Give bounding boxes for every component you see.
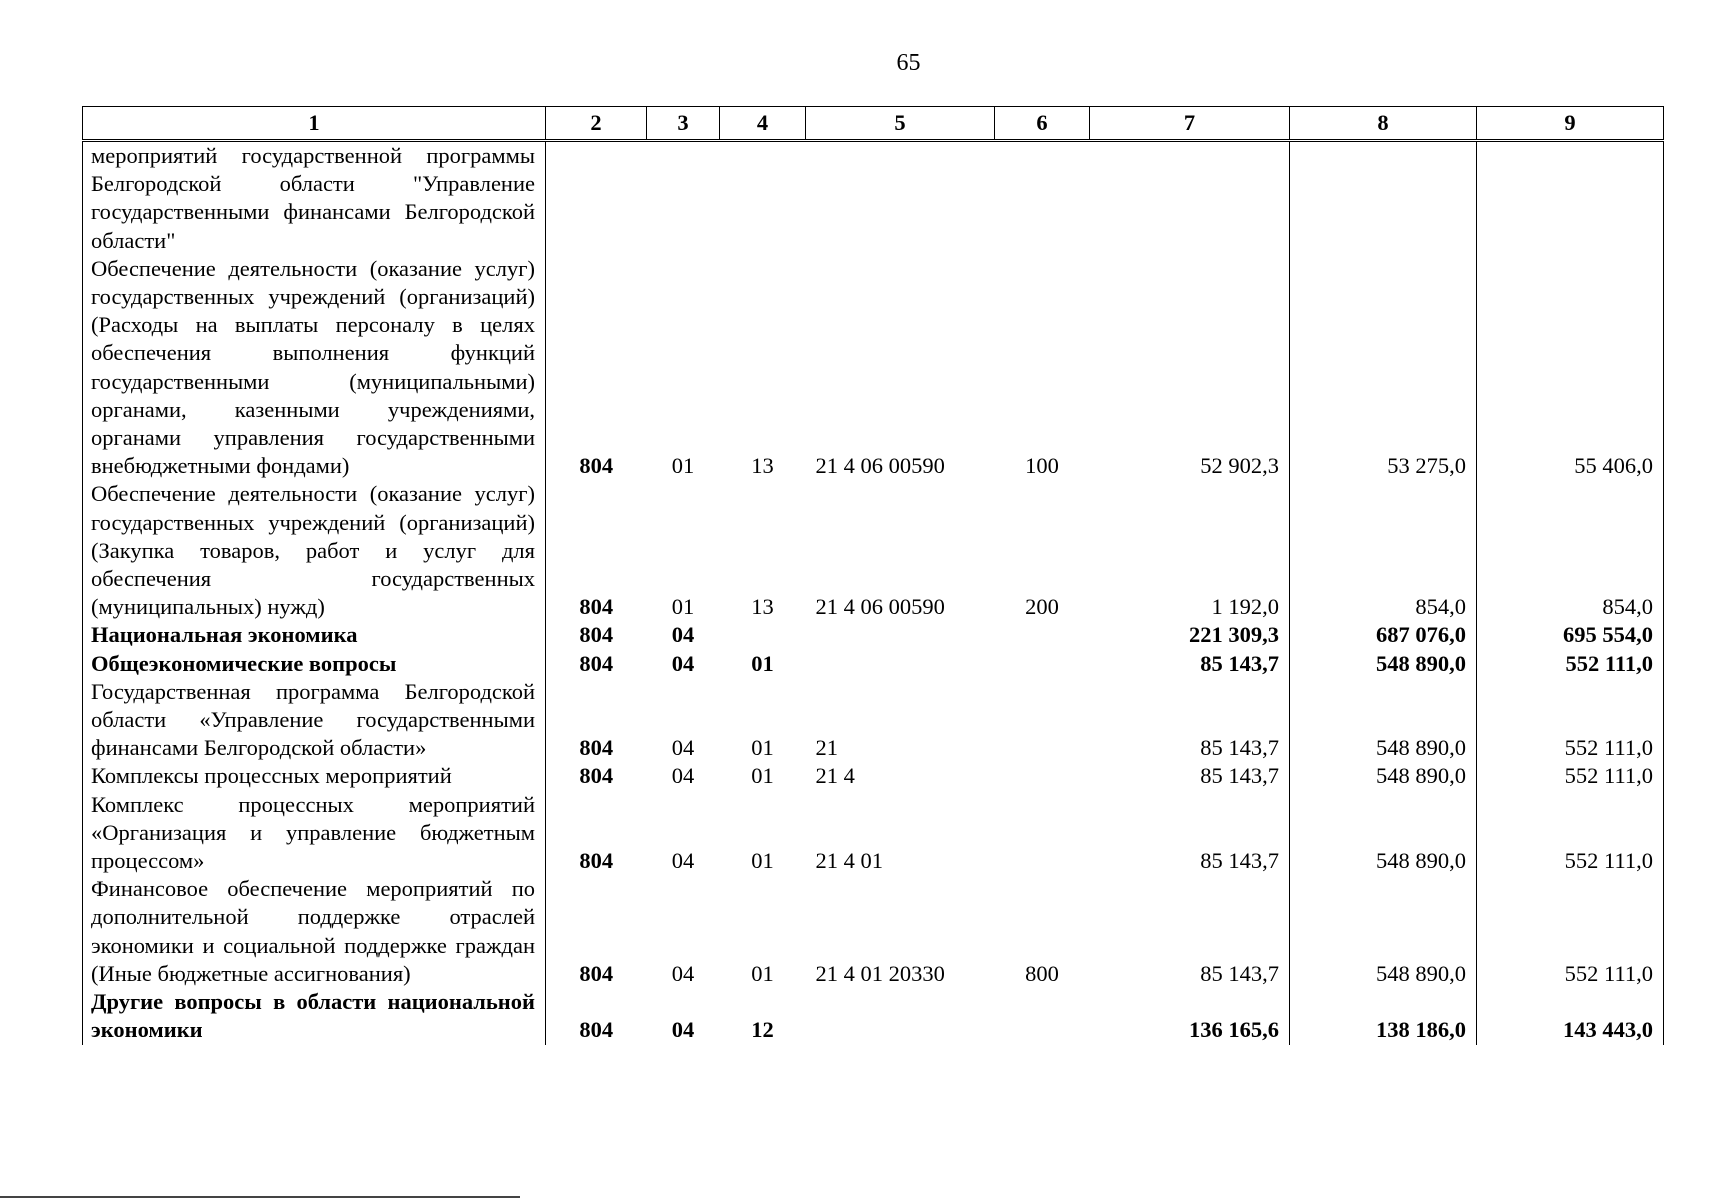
row-name-cell: Обеспечение деятельности (оказание услуг) государственных учреждений (организаций) (Закупка товаров, работ и услуг для обеспечения государственных (муниципальных) нужд)	[83, 480, 546, 621]
table-row	[83, 875, 1664, 988]
amount-year2-cell: 548 890,0	[1290, 875, 1477, 988]
table-body	[83, 141, 1664, 1045]
row-name-cell: Комплексы процессных мероприятий	[83, 762, 546, 790]
header-col-5: 5	[806, 107, 995, 141]
amount-year2-cell: 854,0	[1290, 480, 1477, 621]
grbs-cell	[546, 141, 647, 255]
amount-year1-cell: 136 165,6	[1090, 988, 1290, 1044]
grbs-cell: 804	[579, 735, 614, 761]
expense-type-cell	[995, 678, 1090, 763]
target-article-cell	[806, 621, 995, 649]
subsection-cell: 13	[751, 594, 774, 620]
grbs-cell: 804	[579, 763, 614, 789]
table-row	[83, 480, 1664, 621]
target-article-cell: 21 4 06 00590	[815, 453, 945, 479]
expense-type-cell	[995, 621, 1090, 649]
page-number: 65	[896, 50, 921, 76]
table-row	[83, 255, 1664, 481]
expense-type-cell: 100	[1025, 453, 1059, 479]
amount-year3-cell: 552 111,0	[1477, 875, 1664, 988]
expense-type-cell: 800	[1025, 960, 1059, 986]
amount-year1-cell: 221 309,3	[1090, 621, 1290, 649]
target-article-cell: 21 4 01 20330	[815, 960, 945, 986]
row-name-cell: Государственная программа Белгородской области «Управление государственными финансами Белгородской области»	[83, 678, 546, 763]
amount-year3-cell: 854,0	[1477, 480, 1664, 621]
section-cell: 04	[671, 1017, 695, 1043]
amount-year3-cell	[1477, 141, 1664, 255]
subsection-cell: 01	[751, 735, 774, 761]
amount-year1-cell	[1090, 141, 1290, 255]
grbs-cell: 804	[579, 848, 614, 874]
amount-year2-cell: 138 186,0	[1290, 988, 1477, 1044]
amount-year1-cell: 85 143,7	[1090, 791, 1290, 876]
amount-year2-cell: 548 890,0	[1290, 678, 1477, 763]
expense-type-cell	[995, 988, 1090, 1044]
expense-type-cell	[995, 762, 1090, 790]
target-article-cell: 21 4 01	[815, 848, 883, 874]
amount-year3-cell: 552 111,0	[1477, 791, 1664, 876]
header-col-3: 3	[647, 107, 720, 141]
header-col-7: 7	[1090, 107, 1290, 141]
grbs-cell: 804	[579, 453, 614, 479]
section-cell: 01	[671, 453, 695, 479]
amount-year2-cell: 548 890,0	[1290, 791, 1477, 876]
row-name-cell: Обеспечение деятельности (оказание услуг) государственных учреждений (организаций) (Расходы на выплаты персоналу в целях обеспечения выполнения функций государственными (муниципальными) органами, казенными учреждениями, органами управления государственными внебюджетными фондами)	[83, 255, 546, 481]
subsection-cell: 13	[751, 453, 774, 479]
row-name-cell: Национальная экономика	[83, 621, 546, 649]
amount-year1-cell: 85 143,7	[1090, 678, 1290, 763]
subsection-cell: 01	[751, 650, 774, 676]
subsection-cell: 01	[751, 848, 774, 874]
section-cell	[647, 141, 720, 255]
budget-table	[82, 106, 1664, 1045]
amount-year2-cell: 548 890,0	[1290, 650, 1477, 678]
subsection-cell: 01	[751, 763, 774, 789]
target-article-cell: 21 4 06 00590	[815, 594, 945, 620]
amount-year2-cell: 53 275,0	[1290, 255, 1477, 481]
row-name-cell: Общеэкономические вопросы	[83, 650, 546, 678]
expense-type-cell	[995, 141, 1090, 255]
grbs-cell: 804	[579, 1017, 614, 1043]
table-row	[83, 791, 1664, 876]
expense-type-cell	[995, 650, 1090, 678]
subsection-cell	[720, 621, 806, 649]
header-col-1: 1	[83, 107, 546, 141]
amount-year3-cell: 552 111,0	[1477, 650, 1664, 678]
table-row	[83, 762, 1664, 790]
amount-year2-cell: 548 890,0	[1290, 762, 1477, 790]
header-col-9: 9	[1477, 107, 1664, 141]
row-name-cell: Комплекс процессных мероприятий «Организация и управление бюджетным процессом»	[83, 791, 546, 876]
header-col-6: 6	[995, 107, 1090, 141]
table-row	[83, 988, 1664, 1044]
header-col-8: 8	[1290, 107, 1477, 141]
amount-year1-cell: 85 143,7	[1090, 762, 1290, 790]
row-name-cell: мероприятий государственной программы Белгородской области "Управление государственными финансами Белгородской области"	[83, 141, 546, 255]
amount-year3-cell: 143 443,0	[1477, 988, 1664, 1044]
amount-year3-cell: 552 111,0	[1477, 762, 1664, 790]
header-col-2: 2	[546, 107, 647, 141]
amount-year3-cell: 695 554,0	[1477, 621, 1664, 649]
table-header-row	[83, 107, 1664, 141]
section-cell: 04	[671, 848, 695, 874]
grbs-cell: 804	[579, 622, 614, 648]
amount-year1-cell: 1 192,0	[1090, 480, 1290, 621]
section-cell: 04	[671, 650, 695, 676]
grbs-cell: 804	[579, 960, 614, 986]
target-article-cell	[806, 650, 995, 678]
row-name-cell: Другие вопросы в области национальной экономики	[83, 988, 546, 1044]
target-article-cell	[806, 988, 995, 1044]
table-row	[83, 621, 1664, 649]
row-name-cell: Финансовое обеспечение мероприятий по дополнительной поддержке отраслей экономики и социальной поддержке граждан (Иные бюджетные ассигнования)	[83, 875, 546, 988]
header-col-4: 4	[720, 107, 806, 141]
subsection-cell: 12	[751, 1017, 774, 1043]
target-article-cell	[806, 141, 995, 255]
section-cell: 04	[671, 735, 695, 761]
amount-year1-cell: 52 902,3	[1090, 255, 1290, 481]
section-cell: 04	[671, 622, 695, 648]
target-article-cell: 21	[815, 735, 838, 761]
target-article-cell: 21 4	[815, 763, 855, 789]
table-row	[83, 141, 1664, 255]
amount-year3-cell: 55 406,0	[1477, 255, 1664, 481]
subsection-cell	[720, 141, 806, 255]
grbs-cell: 804	[579, 594, 614, 620]
amount-year2-cell: 687 076,0	[1290, 621, 1477, 649]
amount-year2-cell	[1290, 141, 1477, 255]
section-cell: 04	[671, 960, 695, 986]
grbs-cell: 804	[579, 650, 614, 676]
table-row	[83, 678, 1664, 763]
expense-type-cell: 200	[1025, 594, 1059, 620]
amount-year1-cell: 85 143,7	[1090, 650, 1290, 678]
amount-year1-cell: 85 143,7	[1090, 875, 1290, 988]
section-cell: 01	[671, 594, 695, 620]
footer-rule	[0, 1196, 520, 1198]
amount-year3-cell: 552 111,0	[1477, 678, 1664, 763]
table-row	[83, 650, 1664, 678]
expense-type-cell	[995, 791, 1090, 876]
section-cell: 04	[671, 763, 695, 789]
subsection-cell: 01	[751, 960, 774, 986]
